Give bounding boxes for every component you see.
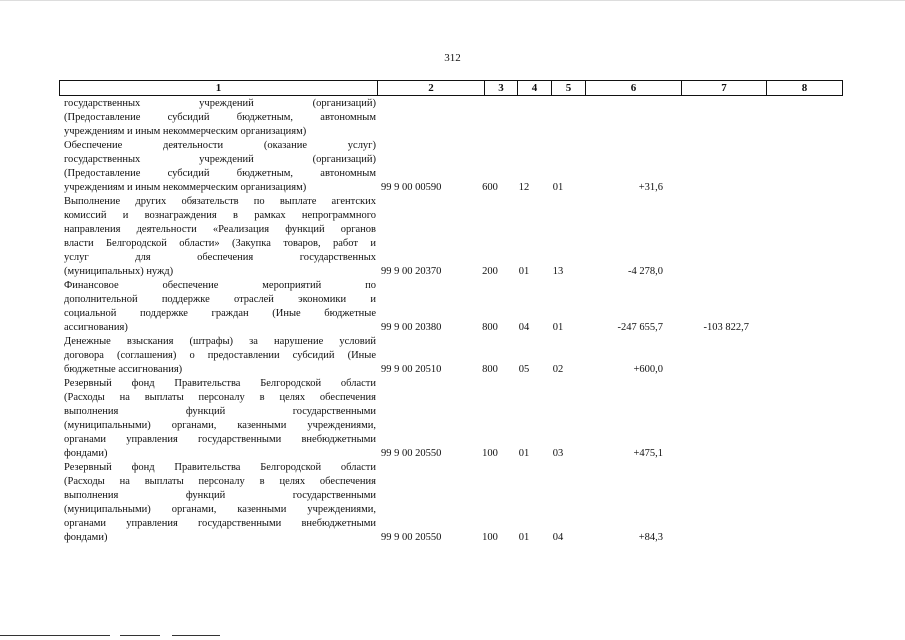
budget-code: 99 9 00 20550: [381, 532, 442, 543]
description-line: дополнительной поддержке отраслей экономики и: [64, 294, 376, 305]
scan-top-edge: [0, 0, 905, 1]
description-line: учреждениям и иным некоммерческим организациям): [64, 182, 307, 193]
table-row: [59, 195, 842, 279]
subsection-code: 02: [552, 364, 564, 375]
column-header-5: 5: [552, 81, 586, 96]
subsection-code: 01: [552, 182, 564, 193]
description-line: направления деятельности «Реализация функций органов: [64, 224, 376, 235]
section-code: 05: [518, 364, 530, 375]
section-code: 04: [518, 322, 530, 333]
description-line: Обеспечение деятельности (оказание услуг): [64, 140, 376, 151]
table-row: [59, 279, 842, 335]
description-line: (Расходы на выплаты персоналу в целях обеспечения: [64, 476, 376, 487]
section-code: 01: [518, 532, 530, 543]
description-line: Резервный фонд Правительства Белгородской области: [64, 378, 376, 389]
subsection-code: 01: [552, 322, 564, 333]
column-header-table: [59, 80, 843, 96]
budget-code: 99 9 00 20380: [381, 322, 442, 333]
subsection-code: 04: [552, 532, 564, 543]
column-header-6: 6: [586, 81, 682, 96]
expense-type: 600: [482, 182, 498, 193]
page-number: 312: [444, 52, 461, 64]
budget-code: 99 9 00 20370: [381, 266, 442, 277]
description-line: комиссий и вознаграждения в рамках непрограммного: [64, 210, 376, 221]
description-line: ассигнования): [64, 322, 128, 333]
column-header-row: [60, 81, 843, 96]
row-description: [64, 279, 376, 335]
expense-type: 100: [482, 448, 498, 459]
column-header-7: 7: [682, 81, 767, 96]
description-line: (муниципальных) нужд): [64, 266, 174, 277]
description-line: (Расходы на выплаты персоналу в целях обеспечения: [64, 392, 376, 403]
expense-type: 100: [482, 532, 498, 543]
description-line: Выполнение других обязательств по выплате агентских: [64, 196, 376, 207]
description-line: Денежные взыскания (штрафы) за нарушение условий: [64, 336, 376, 347]
column-header-1: 1: [60, 81, 378, 96]
description-line: фондами): [64, 532, 108, 543]
amount-col6: +475,1: [633, 448, 663, 459]
row-description: [64, 461, 376, 545]
subsection-code: 13: [552, 266, 564, 277]
description-line: органами управления государственными внебюджетными: [64, 518, 376, 529]
amount-col7: -103 822,7: [703, 322, 749, 333]
description-line: органами управления государственными внебюджетными: [64, 434, 376, 445]
row-description: [64, 377, 376, 461]
description-line: (Предоставление субсидий бюджетным, автономным: [64, 168, 376, 179]
table-row: [59, 139, 842, 195]
section-code: 01: [518, 266, 530, 277]
expense-type: 800: [482, 364, 498, 375]
expense-type: 800: [482, 322, 498, 333]
description-line: (муниципальными) органами, казенными учреждениями,: [64, 420, 376, 431]
table-row: [59, 377, 842, 461]
description-line: договора (соглашения) о предоставлении субсидий (Иные: [64, 350, 376, 361]
row-description: [64, 195, 376, 279]
scan-bottom-marks: [0, 635, 905, 638]
description-line: выполнения функций государственными: [64, 406, 376, 417]
row-description: [64, 97, 376, 139]
description-line: фондами): [64, 448, 108, 459]
column-header-3: 3: [485, 81, 518, 96]
amount-col6: +84,3: [638, 532, 663, 543]
budget-code: 99 9 00 20550: [381, 448, 442, 459]
description-line: власти Белгородской области» (Закупка товаров, работ и: [64, 238, 376, 249]
table-row: [59, 461, 842, 545]
expense-type: 200: [482, 266, 498, 277]
row-description: [64, 335, 376, 377]
description-line: (муниципальными) органами, казенными учреждениями,: [64, 504, 376, 515]
section-code: 12: [518, 182, 530, 193]
budget-code: 99 9 00 20510: [381, 364, 442, 375]
description-line: государственных учреждений (организаций): [64, 98, 376, 109]
amount-col6: +31,6: [638, 182, 663, 193]
row-description: [64, 139, 376, 195]
description-line: (Предоставление субсидий бюджетным, автономным: [64, 112, 376, 123]
section-code: 01: [518, 448, 530, 459]
table-row: [59, 97, 842, 139]
amount-col6: +600,0: [633, 364, 663, 375]
column-header-2: 2: [378, 81, 485, 96]
amount-col6: -247 655,7: [617, 322, 663, 333]
table-row: [59, 335, 842, 377]
description-line: Резервный фонд Правительства Белгородской области: [64, 462, 376, 473]
description-line: бюджетные ассигнования): [64, 364, 183, 375]
column-header-4: 4: [518, 81, 552, 96]
column-header-8: 8: [767, 81, 843, 96]
description-line: учреждениям и иным некоммерческим организациям): [64, 126, 307, 137]
amount-col6: -4 278,0: [628, 266, 663, 277]
subsection-code: 03: [552, 448, 564, 459]
description-line: услуг для обеспечения государственных: [64, 252, 376, 263]
description-line: социальной поддержке граждан (Иные бюджетные: [64, 308, 376, 319]
budget-code: 99 9 00 00590: [381, 182, 442, 193]
description-line: государственных учреждений (организаций): [64, 154, 376, 165]
description-line: выполнения функций государственными: [64, 490, 376, 501]
description-line: Финансовое обеспечение мероприятий по: [64, 280, 376, 291]
